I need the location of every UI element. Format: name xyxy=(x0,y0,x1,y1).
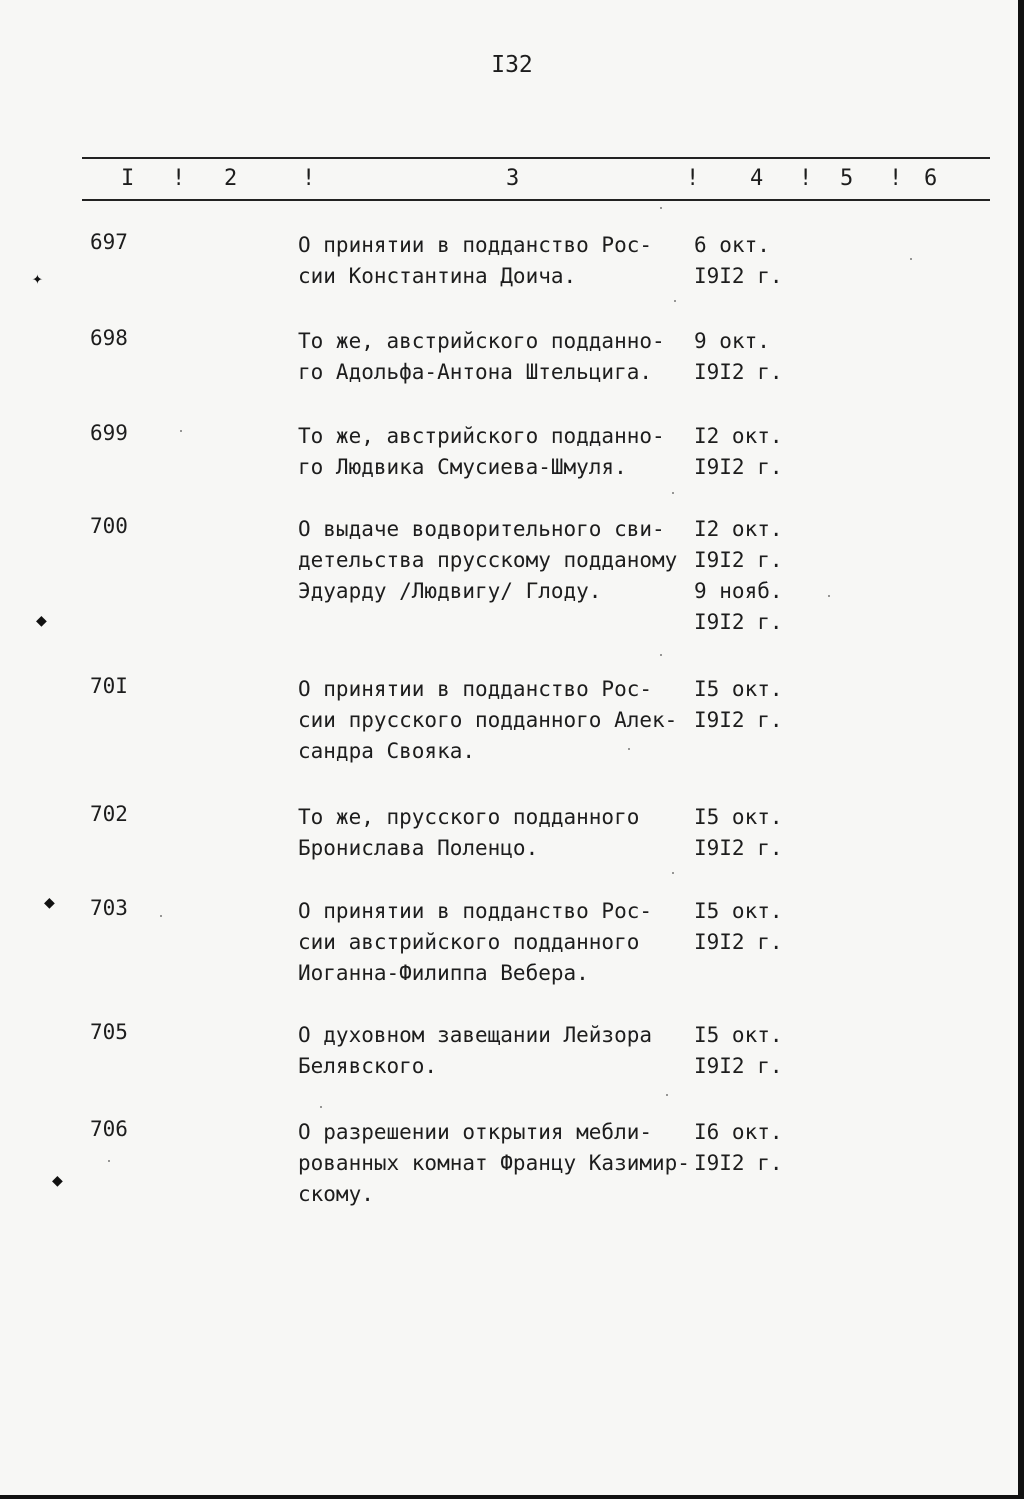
entry-number: 700 xyxy=(90,514,128,538)
scan-speck xyxy=(674,300,676,302)
column-separator: ! xyxy=(799,166,813,191)
table-top-rule xyxy=(82,157,990,159)
scan-edge xyxy=(0,1495,1024,1499)
scan-speck xyxy=(672,872,674,874)
column-header-2: 2 xyxy=(224,166,238,191)
entry-number: 697 xyxy=(90,230,128,254)
entry-description: О выдаче водворительного сви- детельства прусскому подданому Эдуарду /Людвигу/ Глоду. xyxy=(298,517,678,603)
scan-speck xyxy=(180,430,182,432)
column-header-6: 6 xyxy=(924,166,938,191)
entry-number: 703 xyxy=(90,896,128,920)
entry-date: I2 окт. I9I2 г. 9 нояб. I9I2 г. xyxy=(694,517,783,634)
column-header-4: 4 xyxy=(750,166,764,191)
entry-date: 9 окт. I9I2 г. xyxy=(694,329,783,384)
entry-number: 706 xyxy=(90,1117,128,1141)
scan-speck xyxy=(660,207,662,209)
entry-number: 705 xyxy=(90,1020,128,1044)
entry-description: То же, прусского подданного Бронислава Поленцо. xyxy=(298,805,640,860)
entry-number: 699 xyxy=(90,421,128,445)
column-header-3: 3 xyxy=(506,166,520,191)
scan-speck xyxy=(828,595,830,597)
entry-number: 70I xyxy=(90,674,128,698)
page-number: I32 xyxy=(491,52,533,78)
column-separator: ! xyxy=(686,166,700,191)
entry-date: I5 окт. I9I2 г. xyxy=(694,899,783,954)
scan-speck xyxy=(910,258,912,260)
column-header-1: I xyxy=(121,166,135,191)
scan-speck xyxy=(660,654,662,656)
entry-date: I2 окт. I9I2 г. xyxy=(694,424,783,479)
column-header-5: 5 xyxy=(840,166,854,191)
punch-hole-mark-icon: ◆ xyxy=(44,892,55,913)
entry-number: 698 xyxy=(90,326,128,350)
scan-speck xyxy=(320,1106,322,1108)
entry-date: I5 окт. I9I2 г. xyxy=(694,805,783,860)
column-separator: ! xyxy=(889,166,903,191)
entry-description: О принятии в подданство Рос- сии австрийского подданного Иоганна-Филиппа Вебера. xyxy=(298,899,653,985)
scan-edge xyxy=(1018,0,1024,1499)
entry-date: I5 окт. I9I2 г. xyxy=(694,1023,783,1078)
column-separator: ! xyxy=(302,166,316,191)
entry-date: I5 окт. I9I2 г. xyxy=(694,677,783,732)
column-separator: ! xyxy=(172,166,186,191)
punch-hole-mark-icon: ◆ xyxy=(52,1170,63,1191)
entry-description: О принятии в подданство Рос- сии Константина Доича. xyxy=(298,233,653,288)
entry-description: То же, австрийского подданно- го Людвика Смусиева-Шмуля. xyxy=(298,424,665,479)
scan-speck xyxy=(160,915,162,917)
entry-description: О разрешении открытия мебли- рованных комнат Францу Казимир- скому. xyxy=(298,1120,690,1206)
table-header-rule xyxy=(82,199,990,201)
scan-speck xyxy=(628,748,630,750)
entry-description: О духовном завещании Лейзора Белявского. xyxy=(298,1023,653,1078)
entry-description: О принятии в подданство Рос- сии прусского подданного Алек- сандра Своякa. xyxy=(298,677,678,763)
scan-speck xyxy=(666,1094,668,1096)
entry-description: То же, австрийского подданно- го Адольфа-Антона Штельцига. xyxy=(298,329,665,384)
entry-number: 702 xyxy=(90,802,128,826)
punch-hole-mark-icon: ✦ xyxy=(32,268,43,289)
scan-speck xyxy=(108,1160,110,1162)
punch-hole-mark-icon: ◆ xyxy=(36,610,47,631)
entry-date: 6 окт. I9I2 г. xyxy=(694,233,783,288)
entry-date: I6 окт. I9I2 г. xyxy=(694,1120,783,1175)
scan-speck xyxy=(672,492,674,494)
